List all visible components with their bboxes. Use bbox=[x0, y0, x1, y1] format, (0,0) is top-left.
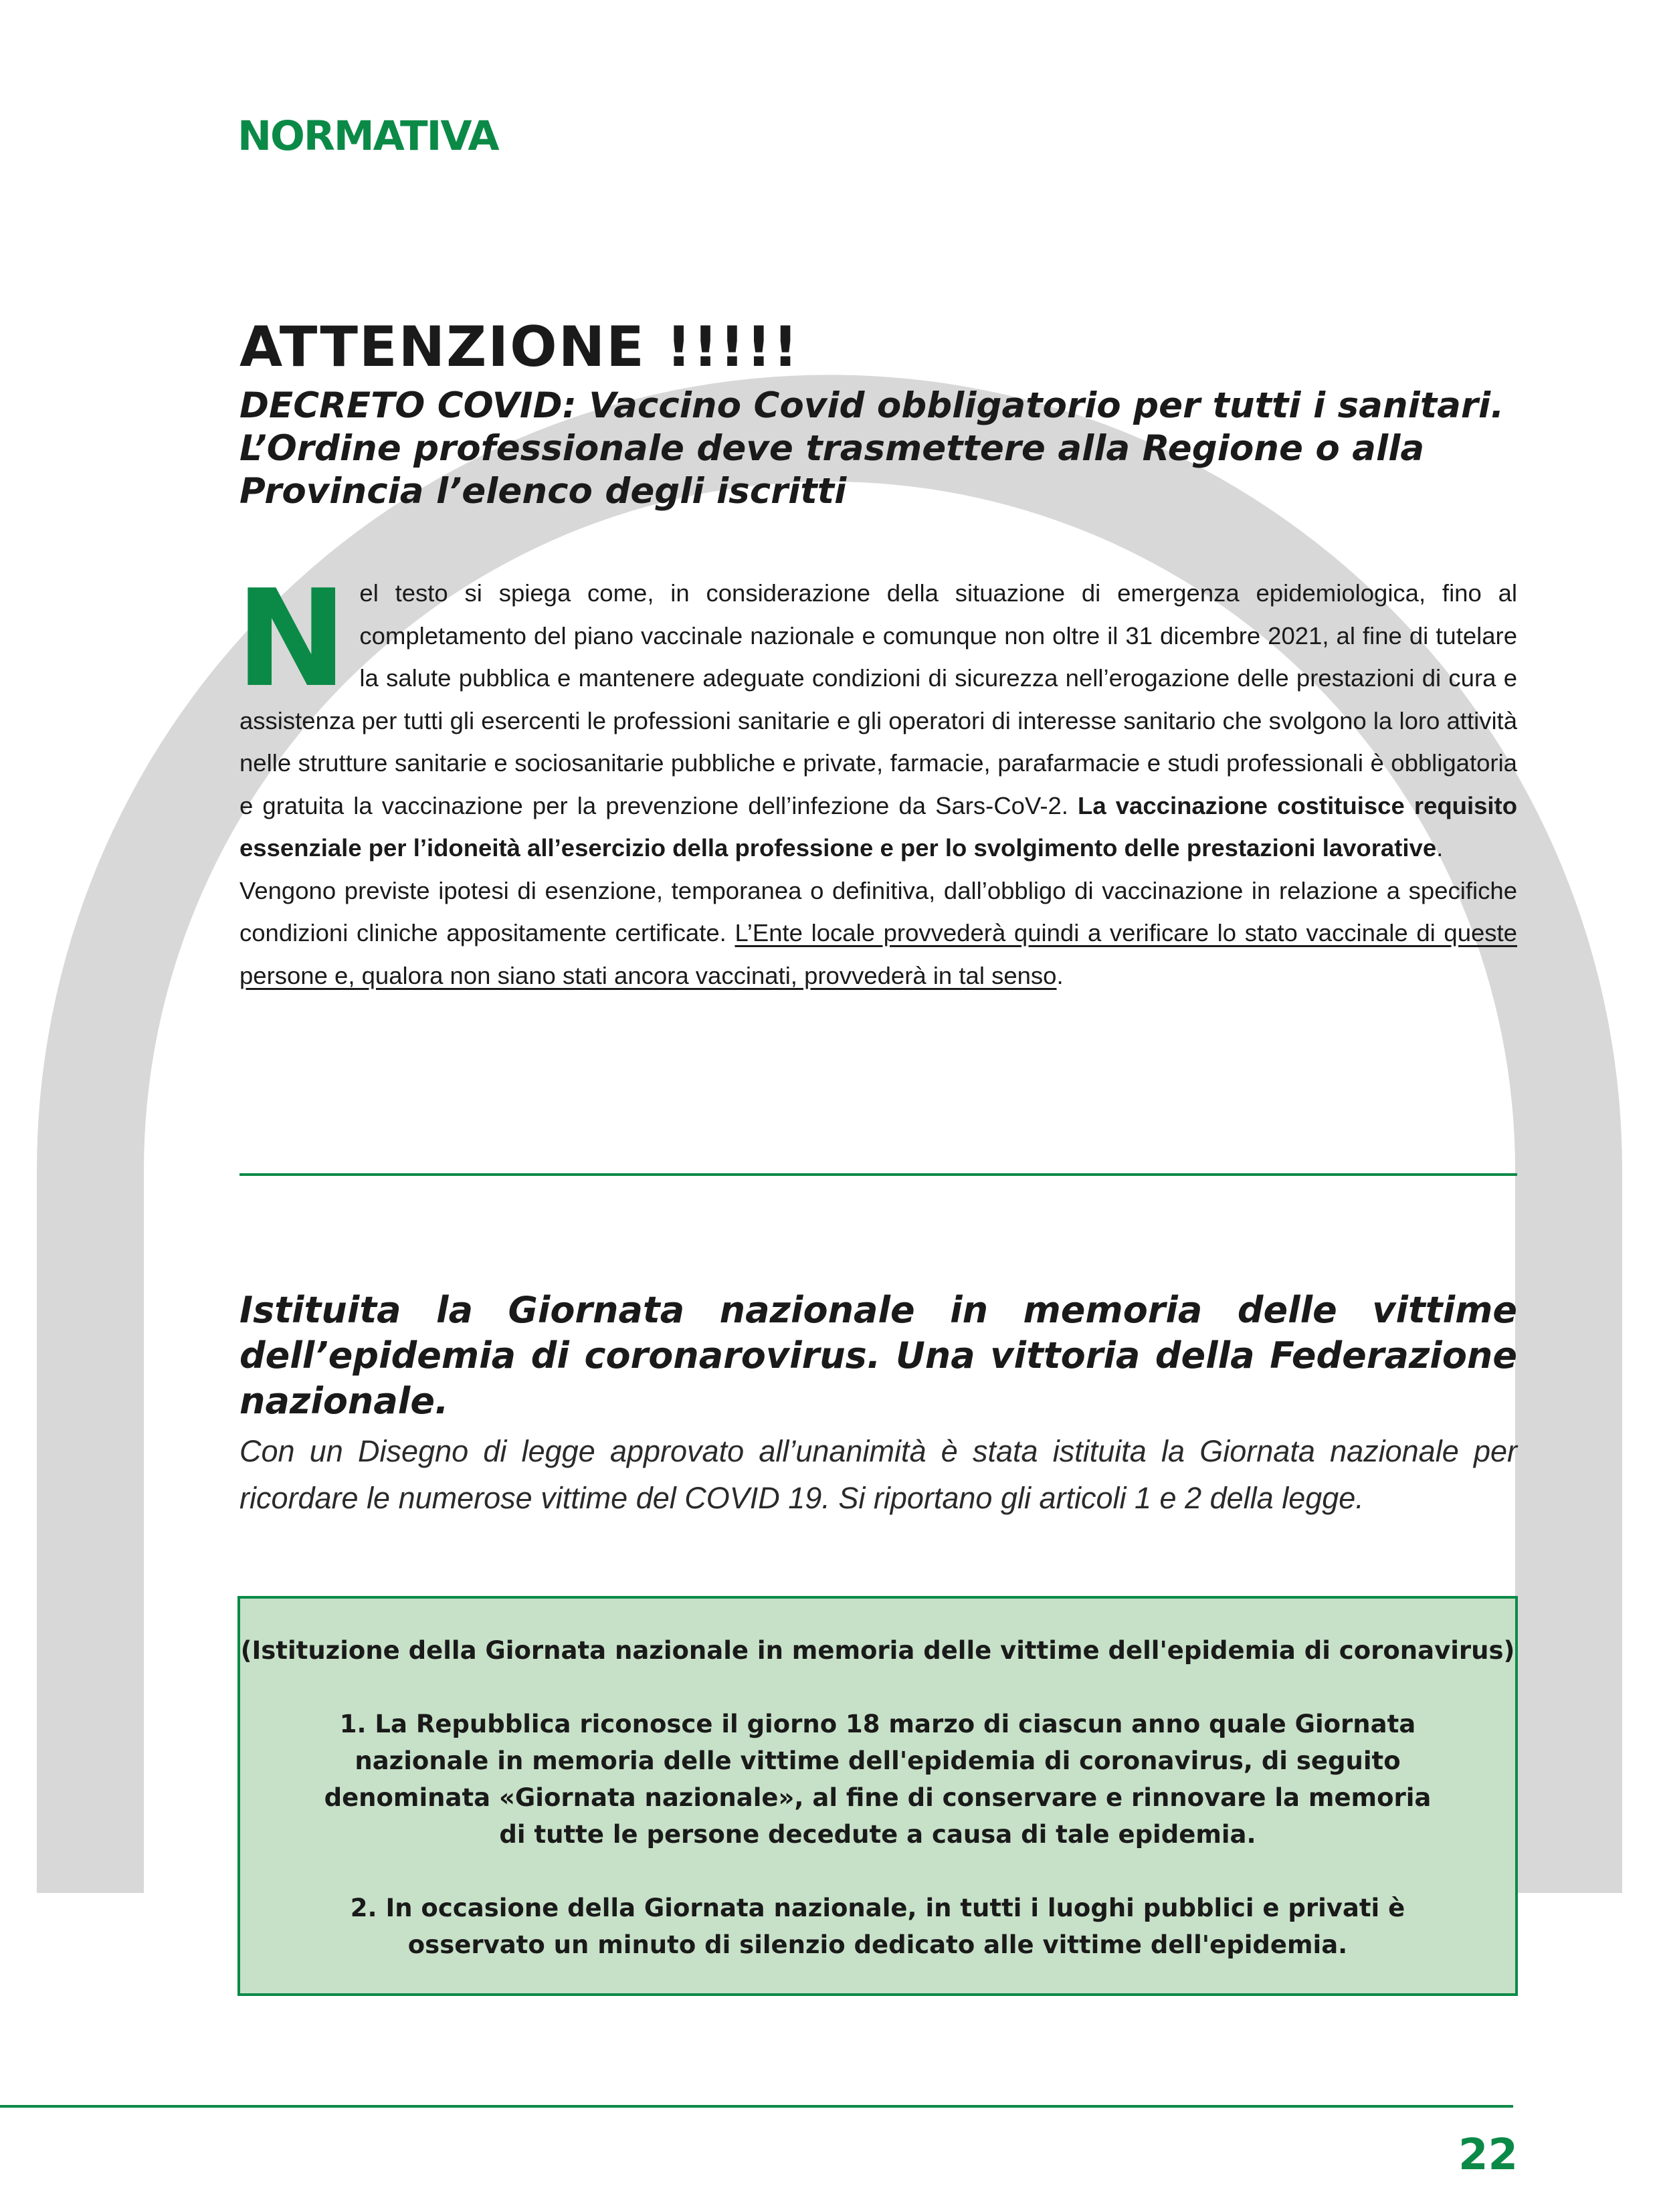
box-article-2: 2. In occasione della Giornata nazionale, in tutti i luoghi pubblici e privati è osservato un minuto di silenzio dedicato alle vittime dell'epidemia. bbox=[350, 1894, 1405, 1959]
subtitle-line: DECRETO COVID: Vaccino Covid obbligatorio per tutti i sanitari. bbox=[239, 385, 1504, 426]
paragraph-2 bbox=[239, 870, 1517, 997]
page-number: 22 bbox=[1458, 2130, 1519, 2180]
subtitle-line: Provincia l’elenco degli iscritti bbox=[239, 471, 847, 512]
paragraph-bold: La vaccinazione costituisce requisito essenziale per l’idoneità all’esercizio della professione e per lo svolgimento delle prestazioni lavorative bbox=[239, 791, 1517, 862]
law-articles-box bbox=[237, 1596, 1518, 1996]
paragraph-underlined: L’Ente locale provvederà quindi a verificare lo stato vaccinale di queste persone e, qualora non siano stati ancora vaccinati, provvederà in tal senso bbox=[239, 919, 1517, 989]
box-article-1: 1. La Repubblica riconosce il giorno 18 marzo di ciascun anno quale Giornata nazionale in memoria delle vittime dell'epidemia di coronavirus, di seguito denominata «Giornata nazionale», al fine di conservare e rinnovare la memoria di tutte le persone decedute a causa di tale epidemia. bbox=[324, 1710, 1432, 1849]
section-divider bbox=[239, 1173, 1517, 1176]
footer-line bbox=[0, 2105, 1513, 2108]
article-title: ATTENZIONE !!!!! bbox=[239, 314, 800, 379]
paragraph-end: . bbox=[1056, 961, 1064, 989]
article2-intro: Con un Disegno di legge approvato all’unanimità è stata istituita la Giornata nazionale per ricordare le numerose vittime del COVID 19. Si riportano gli articoli 1 e 2 della legge. bbox=[239, 1434, 1517, 1515]
article2-title: Istituita la Giornata nazionale in memoria delle vittime dell’epidemia di coronarovirus. Una vittoria della Federazione nazionale. bbox=[239, 1289, 1517, 1422]
subtitle-line: L’Ordine professionale deve trasmettere alla Regione o alla bbox=[239, 428, 1425, 469]
article-body bbox=[235, 561, 1517, 997]
article-subtitle bbox=[239, 385, 1510, 513]
paragraph-text: Vengono previste ipotesi di esenzione, temporanea o definitiva, dall’obbligo di vaccinazione in relazione a specifiche condizioni cliniche appositamente certificate. bbox=[239, 876, 1517, 946]
paragraph-text: el testo si spiega come, in considerazione della situazione di emergenza epidemiologica, fino al completamento del piano vaccinale nazionale e comunque non oltre il 31 dicembre 2021, al fine di tutelare la salute pubblica e mantenere adeguate condizioni di sicurezza nell’erogazione delle prestazioni di cura e assistenza per tutti gli esercenti le professioni sanitarie e gli operatori di interesse sanitario che svolgono la loro attività nelle strutture sanitarie e sociosanitarie pubbliche e private, farmacie, parafarmacie e studi professionali è obbligatoria e gratuita la vaccinazione per la prevenzione dell’infezione da Sars-CoV-2. bbox=[239, 579, 1517, 819]
paragraph-end: . bbox=[1436, 834, 1444, 862]
section-label: NORMATIVA bbox=[237, 112, 498, 160]
box-title: (Istituzione della Giornata nazionale in memoria delle vittime dell'epidemia di coronavirus) bbox=[240, 1636, 1515, 1665]
drop-cap: N bbox=[235, 561, 348, 717]
